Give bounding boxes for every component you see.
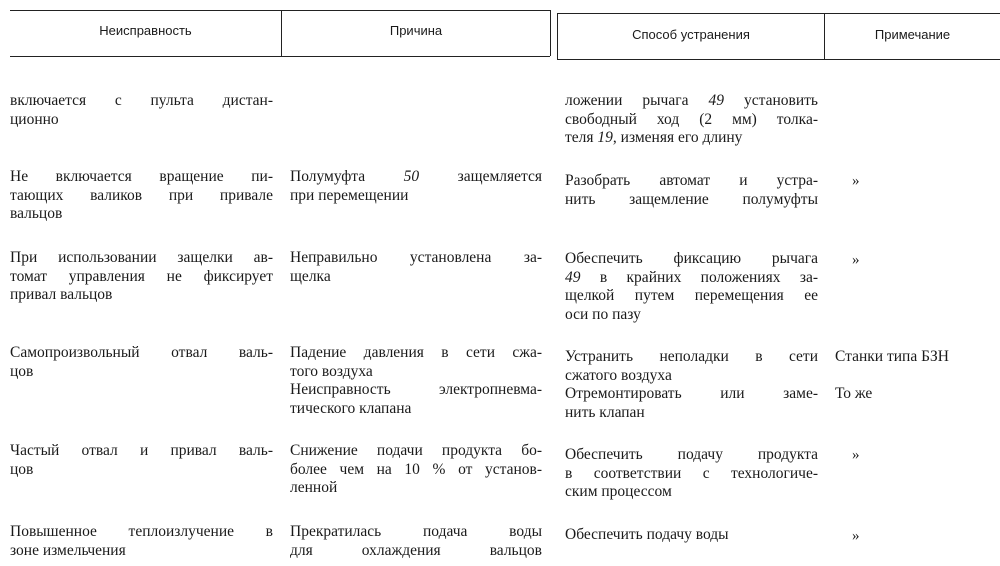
- header-fault: Неисправность: [99, 23, 192, 38]
- text-line: цов: [10, 362, 34, 380]
- table-row-remedy: [565, 446, 818, 502]
- text-line: включается с пульта дистан-: [10, 92, 273, 109]
- text-line: привал вальцов: [10, 286, 113, 303]
- text-line: При использовании защелки ав-: [10, 249, 273, 266]
- text-line: щелкой путем перемещения ее: [565, 287, 818, 304]
- text-line: тающих валиков при привале: [10, 186, 273, 204]
- table-row-fault: [10, 168, 273, 224]
- text-line: Прекратилась подача воды: [290, 523, 542, 540]
- ditto-mark: »: [852, 252, 860, 268]
- text-line: более чем на 10 % от установ-: [290, 460, 542, 478]
- text-line: нить клапан: [565, 403, 645, 421]
- text-line: Обеспечить подачу продукта: [565, 446, 818, 463]
- text-line: ленной: [290, 479, 338, 496]
- text-line: Обеспечить подачу воды: [565, 526, 729, 543]
- text-line: томат управления не фиксирует: [10, 267, 273, 285]
- text-line: Самопроизвольный отвал валь-: [10, 344, 273, 361]
- table-row-cause: [290, 442, 542, 498]
- text-line: То же: [835, 385, 873, 402]
- header-divider: [550, 10, 551, 56]
- text-line: при перемещении: [290, 186, 409, 204]
- text-line: Устранить неполадки в сети: [565, 348, 818, 365]
- text-line: 49 в крайних положениях за-: [565, 268, 818, 286]
- table-row-fault: [10, 249, 273, 305]
- table-row-cause: [290, 249, 542, 286]
- table-row-note: [835, 348, 1000, 367]
- table-row-remedy: [565, 250, 818, 324]
- text-line: сжатого воздуха: [565, 366, 672, 384]
- table-row-fault: [10, 92, 273, 129]
- text-line: свободный ход (2 мм) толка-: [565, 110, 818, 128]
- ditto-mark: »: [852, 173, 860, 189]
- ditto-mark: »: [852, 447, 860, 463]
- text-line: ским процессом: [565, 483, 672, 500]
- text-line: Падение давления в сети сжа-: [290, 344, 542, 361]
- table-row-remedy: [565, 92, 818, 148]
- text-line: Разобрать автомат и устра-: [565, 172, 818, 189]
- table-row-remedy: [565, 348, 818, 422]
- text-line: в соответствии с технологиче-: [565, 464, 818, 482]
- table-row-cause: [290, 523, 542, 560]
- text-line: Не включается вращение пи-: [10, 168, 273, 185]
- table-row-fault: [10, 344, 273, 381]
- text-line: оси по пазу: [565, 305, 641, 323]
- text-line: вальцов: [10, 205, 63, 222]
- text-line: щелка: [290, 267, 331, 285]
- table-row-fault: [10, 442, 273, 479]
- table-row-remedy: [565, 526, 818, 545]
- text-line: для охлаждения вальцов: [290, 541, 542, 559]
- text-line: Обеспечить фиксацию рычага: [565, 250, 818, 267]
- text-line: Неисправность электропневма-: [290, 381, 542, 398]
- ditto-mark: »: [852, 528, 860, 544]
- table-row-cause: [290, 344, 542, 418]
- text-line: тического клапана: [290, 399, 412, 417]
- text-line: Неправильно установлена за-: [290, 249, 542, 266]
- text-line: зоне измельчения: [10, 541, 126, 559]
- text-line: Полумуфта 50 защемляется: [290, 168, 543, 185]
- text-line: ционно: [10, 110, 59, 128]
- text-line: нить защемление полумуфты: [565, 190, 818, 208]
- text-line: Станки типа БЗН: [835, 348, 949, 365]
- header-note: Примечание: [874, 27, 951, 42]
- table-row-cause: [290, 168, 542, 205]
- text-line: цов: [10, 460, 34, 478]
- text-line: Снижение подачи продукта бо-: [290, 442, 542, 459]
- text-line: того воздуха: [290, 362, 373, 380]
- text-line: ложении рычага 49 установить: [565, 92, 818, 109]
- header-remedy: Способ устранения: [632, 27, 750, 42]
- table-row-note: [835, 385, 1000, 404]
- text-line: Повышенное теплоизлучение в: [10, 523, 273, 540]
- text-line: Частый отвал и привал валь-: [10, 442, 273, 459]
- table-row-remedy: [565, 172, 818, 209]
- text-line: теля 19, изменяя его длину: [565, 129, 743, 146]
- text-line: Отремонтировать или заме-: [565, 385, 818, 402]
- table-row-fault: [10, 523, 273, 560]
- header-cause: Причина: [389, 23, 443, 38]
